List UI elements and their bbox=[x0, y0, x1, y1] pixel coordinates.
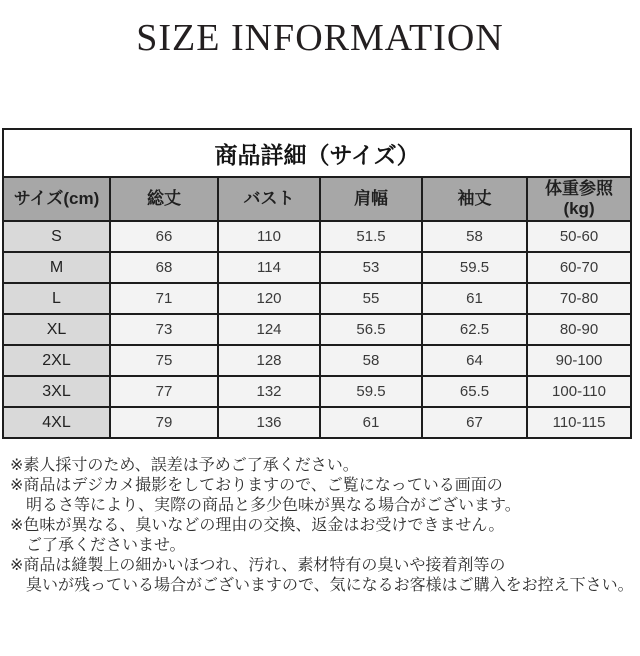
table-row bbox=[3, 252, 631, 283]
table-row bbox=[3, 407, 631, 438]
size-label: 2XL bbox=[3, 345, 110, 376]
table-cell: 68 bbox=[110, 252, 218, 283]
table-row bbox=[3, 314, 631, 345]
note-line: ※商品は縫製上の細かいほつれ、汚れ、素材特有の臭いや接着剤等の bbox=[10, 557, 506, 574]
size-label: 3XL bbox=[3, 376, 110, 407]
table-cell: 110-115 bbox=[527, 407, 631, 438]
table-cell: 77 bbox=[110, 376, 218, 407]
table-caption-row bbox=[3, 129, 631, 177]
table-cell: 128 bbox=[218, 345, 320, 376]
table-cell: 60-70 bbox=[527, 252, 631, 283]
table-cell: 61 bbox=[320, 407, 422, 438]
table-cell: 58 bbox=[422, 221, 527, 252]
col-header-shoulder: 肩幅 bbox=[320, 177, 422, 221]
table-cell: 65.5 bbox=[422, 376, 527, 407]
col-header-weight: 体重参照(kg) bbox=[527, 177, 631, 221]
note-line: 明るさ等により、実際の商品と多少色味が異なる場合がございます。 bbox=[26, 497, 521, 514]
table-cell: 75 bbox=[110, 345, 218, 376]
table-cell: 58 bbox=[320, 345, 422, 376]
table-cell: 114 bbox=[218, 252, 320, 283]
table-cell: 64 bbox=[422, 345, 527, 376]
table-cell: 90-100 bbox=[527, 345, 631, 376]
size-label: M bbox=[3, 252, 110, 283]
table-cell: 51.5 bbox=[320, 221, 422, 252]
size-table bbox=[2, 128, 632, 439]
notes-section bbox=[10, 456, 640, 596]
note-line: ※色味が異なる、臭いなどの理由の交換、返金はお受けできません。 bbox=[10, 517, 505, 534]
table-cell: 100-110 bbox=[527, 376, 631, 407]
table-cell: 55 bbox=[320, 283, 422, 314]
table-row bbox=[3, 283, 631, 314]
col-header-size: サイズ(cm) bbox=[3, 177, 110, 221]
table-cell: 71 bbox=[110, 283, 218, 314]
table-row bbox=[3, 376, 631, 407]
note-line: ご了承くださいませ。 bbox=[26, 537, 186, 554]
col-header-sleeve: 袖丈 bbox=[422, 177, 527, 221]
table-caption: 商品詳細（サイズ） bbox=[3, 129, 631, 177]
table-cell: 50-60 bbox=[527, 221, 631, 252]
table-cell: 61 bbox=[422, 283, 527, 314]
size-label: XL bbox=[3, 314, 110, 345]
table-cell: 80-90 bbox=[527, 314, 631, 345]
table-cell: 120 bbox=[218, 283, 320, 314]
table-cell: 66 bbox=[110, 221, 218, 252]
size-label: L bbox=[3, 283, 110, 314]
table-cell: 70-80 bbox=[527, 283, 631, 314]
note-line: ※商品はデジカメ撮影をしておりますので、ご覧になっている画面の bbox=[10, 477, 503, 494]
note-line: 臭いが残っている場合がございますので、気になるお客様はご購入をお控え下さい。 bbox=[26, 577, 634, 594]
table-cell: 124 bbox=[218, 314, 320, 345]
table-cell: 59.5 bbox=[422, 252, 527, 283]
col-header-total-length: 総丈 bbox=[110, 177, 218, 221]
table-cell: 136 bbox=[218, 407, 320, 438]
table-header-row bbox=[3, 177, 631, 221]
table-cell: 73 bbox=[110, 314, 218, 345]
size-label: 4XL bbox=[3, 407, 110, 438]
table-cell: 62.5 bbox=[422, 314, 527, 345]
table-cell: 53 bbox=[320, 252, 422, 283]
note-line: ※素人採寸のため、誤差は予めご了承ください。 bbox=[10, 457, 359, 474]
table-cell: 132 bbox=[218, 376, 320, 407]
size-label: S bbox=[3, 221, 110, 252]
table-cell: 110 bbox=[218, 221, 320, 252]
col-header-bust: バスト bbox=[218, 177, 320, 221]
table-cell: 79 bbox=[110, 407, 218, 438]
table-row bbox=[3, 221, 631, 252]
page-title: SIZE INFORMATION bbox=[136, 17, 504, 59]
table-cell: 56.5 bbox=[320, 314, 422, 345]
table-cell: 67 bbox=[422, 407, 527, 438]
table-cell: 59.5 bbox=[320, 376, 422, 407]
table-row bbox=[3, 345, 631, 376]
